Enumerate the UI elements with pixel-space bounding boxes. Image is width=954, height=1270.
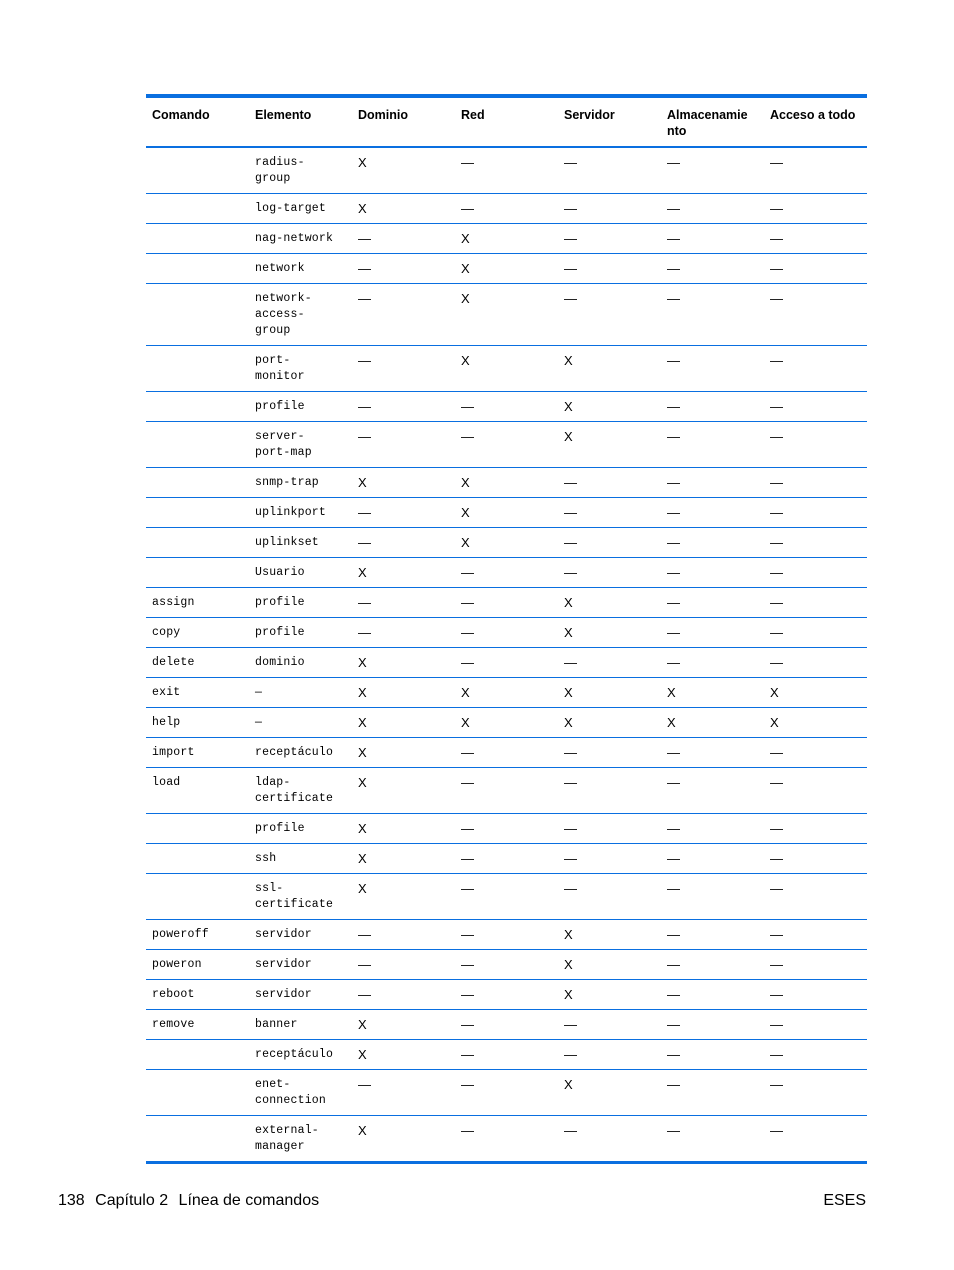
element-cell: — [255, 716, 263, 729]
permission-cell: — [461, 1017, 474, 1032]
permission-cell: — [461, 399, 474, 414]
permission-cell: X [667, 715, 676, 730]
permission-cell: X [358, 1047, 367, 1062]
permission-cell: X [564, 927, 573, 942]
permission-cell: X [461, 353, 470, 368]
table-row [146, 528, 867, 558]
permission-cell: — [358, 505, 371, 520]
permission-cell: — [564, 881, 577, 896]
permission-cell: — [770, 987, 783, 1002]
permissions-table [146, 94, 867, 1164]
command-cell: help [152, 716, 181, 729]
table-body [146, 147, 867, 1163]
permission-cell: X [461, 715, 470, 730]
permission-cell: — [667, 745, 680, 760]
permission-cell: — [770, 851, 783, 866]
permission-cell: X [461, 261, 470, 276]
permission-cell: — [667, 1047, 680, 1062]
element-cell: ldap- certificate [255, 776, 334, 805]
chapter-title: Línea de comandos [178, 1192, 320, 1209]
permission-cell: — [358, 261, 371, 276]
permission-cell: — [564, 535, 577, 550]
permission-cell: X [564, 1077, 573, 1092]
command-cell [146, 1116, 249, 1163]
permission-cell: — [667, 595, 680, 610]
command-cell [146, 346, 249, 392]
permission-cell: — [770, 353, 783, 368]
permission-cell: — [564, 201, 577, 216]
permission-cell: — [770, 1017, 783, 1032]
permission-cell: X [564, 715, 573, 730]
permission-cell: — [564, 655, 577, 670]
command-cell: load [152, 776, 181, 789]
permission-cell: — [667, 1123, 680, 1138]
element-cell: external- manager [255, 1124, 319, 1153]
command-cell [146, 194, 249, 224]
permission-cell: — [667, 535, 680, 550]
permission-cell: X [564, 353, 573, 368]
permission-cell: X [358, 881, 367, 896]
page-number: 138 [58, 1192, 85, 1209]
permission-cell: — [770, 535, 783, 550]
permission-cell: — [667, 851, 680, 866]
column-header: Servidor [564, 108, 615, 122]
permission-cell: — [667, 957, 680, 972]
permission-cell: — [667, 625, 680, 640]
permission-cell: — [667, 231, 680, 246]
permission-cell: — [461, 565, 474, 580]
permission-cell: — [564, 1047, 577, 1062]
permission-cell: — [461, 775, 474, 790]
table-row [146, 1116, 867, 1163]
permission-cell: — [770, 565, 783, 580]
permission-cell: — [461, 655, 474, 670]
permission-cell: — [770, 927, 783, 942]
permission-cell: X [358, 715, 367, 730]
element-cell: enet- connection [255, 1078, 327, 1107]
permission-cell: — [667, 429, 680, 444]
element-cell: profile [255, 626, 305, 639]
table-row [146, 1040, 867, 1070]
permission-cell: — [667, 565, 680, 580]
table-row [146, 980, 867, 1010]
permission-cell: — [461, 625, 474, 640]
command-cell [146, 844, 249, 874]
element-cell: network- access- group [255, 292, 312, 337]
permission-cell: — [770, 261, 783, 276]
column-header: Dominio [358, 108, 408, 122]
permission-cell: — [667, 291, 680, 306]
element-cell: profile [255, 822, 305, 835]
table-row [146, 814, 867, 844]
page-footer-left [58, 1192, 325, 1210]
command-cell [146, 224, 249, 254]
permission-cell: — [358, 957, 371, 972]
element-cell: ssh [255, 852, 277, 865]
command-cell: remove [152, 1018, 195, 1031]
permission-cell: X [564, 399, 573, 414]
permission-cell: — [358, 429, 371, 444]
permission-cell: X [358, 201, 367, 216]
permission-cell: — [667, 987, 680, 1002]
permission-cell: — [564, 821, 577, 836]
permission-cell: X [461, 535, 470, 550]
permission-cell: — [461, 957, 474, 972]
permission-cell: — [461, 987, 474, 1002]
permission-cell: — [358, 291, 371, 306]
command-cell [146, 254, 249, 284]
permission-cell: — [667, 775, 680, 790]
permission-cell: — [564, 1123, 577, 1138]
permission-cell: — [770, 1077, 783, 1092]
element-cell: receptáculo [255, 746, 334, 759]
command-cell [146, 422, 249, 468]
permission-cell: — [667, 881, 680, 896]
table-row [146, 392, 867, 422]
permission-cell: — [461, 881, 474, 896]
command-cell [146, 558, 249, 588]
permission-cell: X [461, 505, 470, 520]
permission-cell: — [564, 1017, 577, 1032]
table-row [146, 558, 867, 588]
table-row [146, 1070, 867, 1116]
command-cell [146, 528, 249, 558]
permission-cell: — [770, 595, 783, 610]
permission-cell: X [564, 595, 573, 610]
permission-cell: — [770, 475, 783, 490]
permission-cell: X [564, 957, 573, 972]
table-row [146, 422, 867, 468]
permission-cell: — [461, 595, 474, 610]
permission-cell: X [461, 231, 470, 246]
command-cell [146, 814, 249, 844]
permission-cell: — [770, 655, 783, 670]
element-cell: log-target [255, 202, 327, 215]
permission-cell: — [770, 1047, 783, 1062]
command-cell [146, 1070, 249, 1116]
element-cell: network [255, 262, 305, 275]
table-row [146, 1010, 867, 1040]
command-cell [146, 1040, 249, 1070]
command-cell [146, 468, 249, 498]
element-cell: banner [255, 1018, 298, 1031]
permission-cell: — [461, 927, 474, 942]
command-cell: import [152, 746, 195, 759]
permission-cell: — [461, 851, 474, 866]
permission-cell: — [667, 821, 680, 836]
column-header: Comando [152, 108, 210, 122]
permission-cell: — [358, 927, 371, 942]
command-cell: delete [152, 656, 195, 669]
permission-cell: X [461, 475, 470, 490]
chapter-label: Capítulo 2 [95, 1192, 169, 1209]
column-header: Almacenamie nto [667, 108, 748, 138]
permission-cell: X [358, 655, 367, 670]
permission-cell: X [770, 685, 779, 700]
permission-cell: — [564, 261, 577, 276]
element-cell: servidor [255, 988, 312, 1001]
table-row [146, 844, 867, 874]
command-cell: poweroff [152, 928, 209, 941]
element-cell: profile [255, 400, 305, 413]
permission-cell: X [461, 291, 470, 306]
permission-cell: — [770, 881, 783, 896]
element-cell: uplinkset [255, 536, 319, 549]
permission-cell: X [358, 565, 367, 580]
permission-cell: — [770, 231, 783, 246]
element-cell: server- port-map [255, 430, 312, 459]
permission-cell: X [564, 685, 573, 700]
permission-cell: — [358, 625, 371, 640]
permission-cell: X [358, 851, 367, 866]
permission-cell: — [770, 291, 783, 306]
element-cell: servidor [255, 958, 312, 971]
permission-cell: — [770, 745, 783, 760]
permission-cell: — [770, 429, 783, 444]
permission-cell: — [564, 775, 577, 790]
page-footer-locale: ESES [823, 1192, 866, 1209]
permission-cell: — [461, 1077, 474, 1092]
permission-cell: — [770, 155, 783, 170]
table-row [146, 708, 867, 738]
command-cell: poweron [152, 958, 202, 971]
table-row [146, 874, 867, 920]
table-row [146, 920, 867, 950]
element-cell: radius- group [255, 156, 305, 185]
column-header: Elemento [255, 108, 312, 122]
command-domain-table [146, 94, 867, 1164]
permission-cell: — [667, 655, 680, 670]
table-row [146, 768, 867, 814]
permission-cell: X [564, 987, 573, 1002]
permission-cell: X [358, 1017, 367, 1032]
table-header [146, 96, 867, 147]
permission-cell: X [564, 625, 573, 640]
permission-cell: — [358, 1077, 371, 1092]
element-cell: servidor [255, 928, 312, 941]
element-cell: port- monitor [255, 354, 305, 383]
permission-cell: X [358, 1123, 367, 1138]
element-cell: nag-network [255, 232, 334, 245]
table-row [146, 648, 867, 678]
command-cell: exit [152, 686, 181, 699]
permission-cell: — [358, 231, 371, 246]
permission-cell: — [358, 535, 371, 550]
permission-cell: — [667, 201, 680, 216]
permission-cell: — [667, 1017, 680, 1032]
permission-cell: X [358, 775, 367, 790]
command-cell [146, 284, 249, 346]
element-cell: — [255, 686, 263, 699]
permission-cell: — [667, 475, 680, 490]
table-row [146, 588, 867, 618]
command-cell [146, 874, 249, 920]
element-cell: Usuario [255, 566, 305, 579]
command-cell: reboot [152, 988, 195, 1001]
table-row [146, 678, 867, 708]
permission-cell: — [564, 291, 577, 306]
command-cell [146, 147, 249, 194]
permission-cell: — [667, 399, 680, 414]
element-cell: snmp-trap [255, 476, 319, 489]
table-row [146, 950, 867, 980]
element-cell: receptáculo [255, 1048, 334, 1061]
command-cell: assign [152, 596, 195, 609]
permission-cell: — [564, 565, 577, 580]
permission-cell: — [667, 927, 680, 942]
permission-cell: X [358, 745, 367, 760]
table-row [146, 738, 867, 768]
permission-cell: — [564, 851, 577, 866]
permission-cell: — [667, 1077, 680, 1092]
permission-cell: — [564, 475, 577, 490]
permission-cell: — [667, 353, 680, 368]
table-row [146, 254, 867, 284]
permission-cell: — [770, 957, 783, 972]
column-header: Red [461, 108, 485, 122]
permission-cell: — [358, 987, 371, 1002]
table-row [146, 346, 867, 392]
table-row [146, 284, 867, 346]
permission-cell: — [461, 1123, 474, 1138]
permission-cell: — [667, 261, 680, 276]
permission-cell: — [358, 353, 371, 368]
permission-cell: — [461, 745, 474, 760]
column-header: Acceso a todo [770, 108, 856, 122]
table-row [146, 498, 867, 528]
permission-cell: — [461, 429, 474, 444]
element-cell: dominio [255, 656, 305, 669]
permission-cell: — [667, 505, 680, 520]
command-cell [146, 392, 249, 422]
permission-cell: — [358, 399, 371, 414]
permission-cell: X [564, 429, 573, 444]
permission-cell: — [770, 505, 783, 520]
permission-cell: — [461, 155, 474, 170]
permission-cell: X [667, 685, 676, 700]
permission-cell: — [461, 1047, 474, 1062]
permission-cell: X [358, 685, 367, 700]
permission-cell: X [461, 685, 470, 700]
permission-cell: — [358, 595, 371, 610]
permission-cell: — [564, 505, 577, 520]
permission-cell: — [564, 155, 577, 170]
permission-cell: — [667, 155, 680, 170]
table-row [146, 224, 867, 254]
table-row [146, 147, 867, 194]
permission-cell: — [770, 1123, 783, 1138]
permission-cell: X [770, 715, 779, 730]
table-row [146, 194, 867, 224]
element-cell: profile [255, 596, 305, 609]
permission-cell: — [461, 201, 474, 216]
table-row [146, 618, 867, 648]
command-cell [146, 498, 249, 528]
permission-cell: — [770, 821, 783, 836]
permission-cell: X [358, 475, 367, 490]
permission-cell: — [770, 625, 783, 640]
permission-cell: — [770, 775, 783, 790]
permission-cell: — [461, 821, 474, 836]
permission-cell: X [358, 155, 367, 170]
table-row [146, 468, 867, 498]
permission-cell: — [564, 231, 577, 246]
permission-cell: — [564, 745, 577, 760]
element-cell: uplinkport [255, 506, 327, 519]
permission-cell: X [358, 821, 367, 836]
permission-cell: — [770, 399, 783, 414]
permission-cell: — [770, 201, 783, 216]
element-cell: ssl- certificate [255, 882, 334, 911]
command-cell: copy [152, 626, 181, 639]
